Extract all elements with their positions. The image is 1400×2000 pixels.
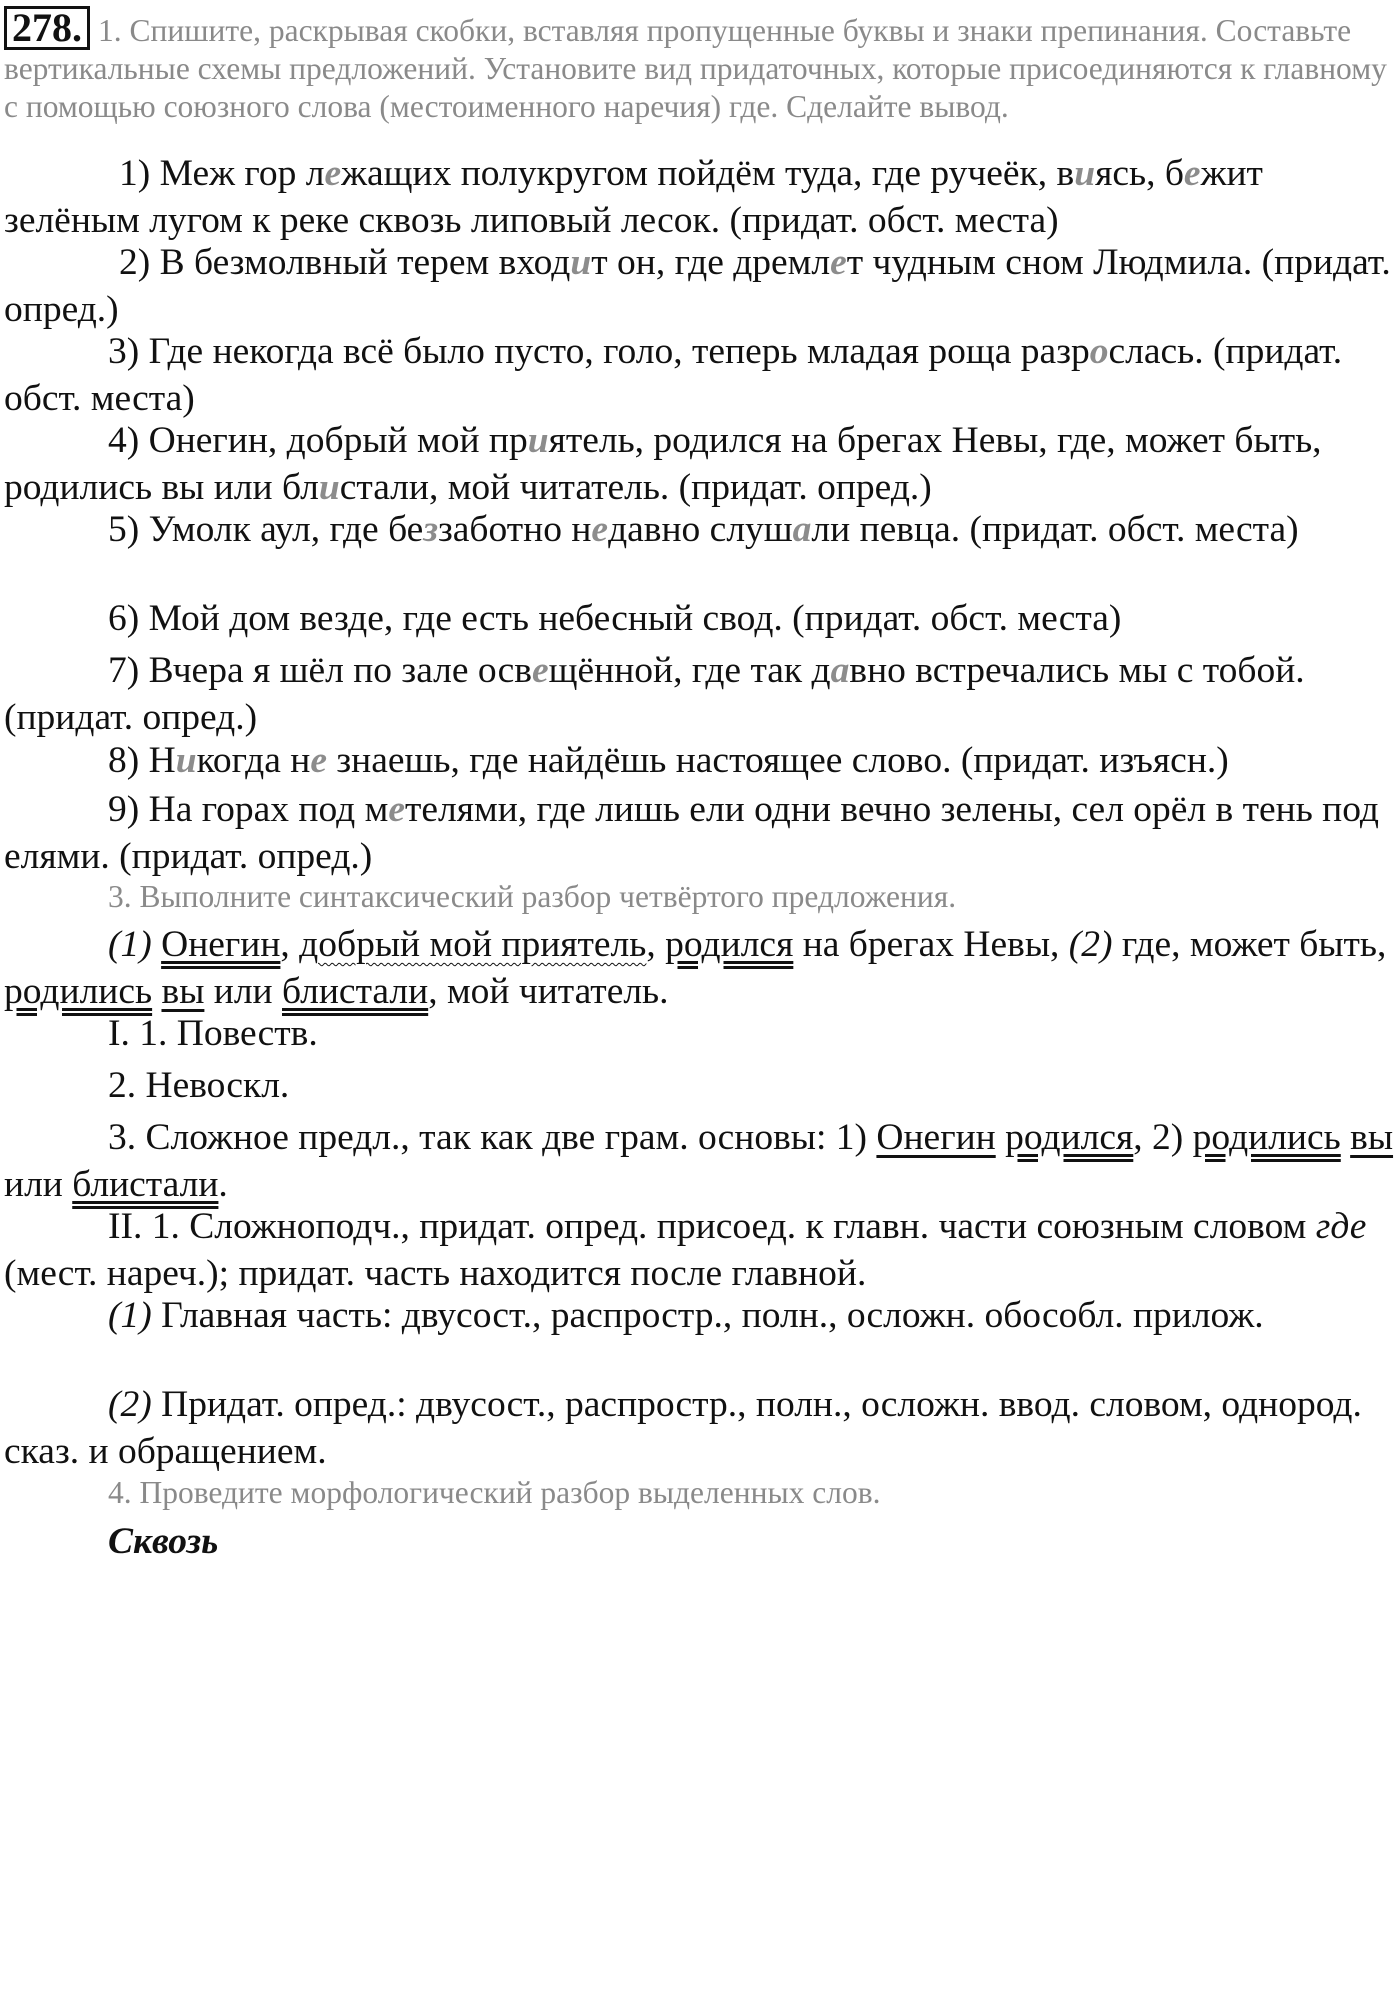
inserted-letter: е [830, 242, 847, 283]
inserted-letter: е [324, 153, 342, 194]
inserted-letter: и [1074, 153, 1096, 194]
sentence-8: 8) Никогда не знаешь, где найдёшь настоящее слово. (придат. изъясн.) [108, 740, 1229, 781]
sentence-1: 1) Меж гор лежащих полукругом пойдём туда, где ручеёк, виясь, бежит зелёным лугом к реке сквозь липовый лесок. (придат. обст. места) [4, 153, 1263, 241]
exercise-number: 278. [4, 6, 90, 50]
analysis-3: 3. Сложное предл., так как две грам. основы: 1) Онегин родился, 2) родились вы или блистали. [4, 1117, 1394, 1205]
predicate: блистали [282, 971, 429, 1012]
predicate: родился [665, 924, 794, 965]
inserted-letter: а [830, 650, 850, 691]
inserted-letter: и [527, 420, 549, 461]
inserted-letter: и [570, 242, 592, 283]
inserted-letter: е [310, 740, 327, 781]
analysis-2: 2. Невоскл. [108, 1065, 290, 1106]
inserted-letter: и [175, 740, 197, 781]
conjunctive-word: где [1315, 1206, 1367, 1247]
sentence-3: 3) Где некогда всё было пусто, голо, теперь младая роща разрослась. (придат. обст. места) [4, 331, 1343, 419]
morph-word: Сквозь [108, 1521, 219, 1562]
inserted-letter: з [423, 509, 438, 550]
inserted-letter: е [388, 789, 406, 830]
inserted-letter: о [1089, 331, 1109, 372]
predicate: родились [1192, 1117, 1341, 1158]
predicate: родились [4, 971, 153, 1012]
sentence-7: 7) Вчера я шёл по зале освещённой, где так давно встречались мы с тобой. (придат. опред.) [4, 650, 1305, 738]
subject: Онегин [161, 924, 281, 965]
sentence-5: 5) Умолк аул, где беззаботно недавно слушали певца. (придат. обст. места) [108, 509, 1299, 550]
clause-marker: (1) [108, 1295, 152, 1336]
subject: вы [1350, 1117, 1394, 1158]
sentence-9: 9) На горах под метелями, где лишь ели одни вечно зелены, сел орёл в тень под елями. (придат. опред.) [4, 789, 1379, 877]
sentence-4: 4) Онегин, добрый мой приятель, родился на брегах Невы, где, может быть, родились вы или блистали, мой читатель. (придат. опред.) [4, 420, 1322, 508]
inserted-letter: е [531, 650, 549, 691]
morph-heading [4, 1518, 1396, 1565]
predicate: блистали [72, 1164, 219, 1205]
task-1 [4, 6, 1396, 126]
task-4: 4. Проведите морфологический разбор выделенных слов. [108, 1475, 881, 1510]
subject: Онегин [876, 1117, 996, 1158]
clause-marker: (2) [108, 1384, 152, 1425]
appositive: добрый мой приятель [299, 924, 647, 965]
predicate: родился [1005, 1117, 1134, 1158]
analysis-4: II. 1. Сложноподч., придат. опред. присоед. к главн. части союзным словом где (мест. нареч.); придат. часть находится после главной. [4, 1206, 1367, 1294]
syntax-parse-sentence: (1) Онегин, добрый мой приятель, родился на брегах Невы, (2) где, может быть, родились вы или блистали, мой читатель. [4, 924, 1387, 1012]
inserted-letter: и [318, 467, 340, 508]
analysis-5: (1) Главная часть: двусост., распростр., полн., осложн. обособл. прилож. [108, 1295, 1264, 1336]
analysis-6: (2) Придат. опред.: двусост., распростр., полн., осложн. ввод. словом, однород. сказ. и обращением. [4, 1384, 1362, 1472]
task-3: 3. Выполните синтаксический разбор четвёртого предложения. [108, 879, 957, 914]
inserted-letter: е [1183, 153, 1201, 194]
inserted-letter: е [591, 509, 609, 550]
task-1-text: 1. Спишите, раскрывая скобки, вставляя пропущенные буквы и знаки препинания. Составьте вертикальные схемы предложений. Установите вид придаточных, которые присоединяются к главному с помощью союзного слова (местоименного наречия) где. Сделайте вывод. [4, 13, 1387, 124]
clause-marker: (2) [1068, 924, 1113, 965]
subject: вы [161, 971, 205, 1012]
inserted-letter: а [792, 509, 812, 550]
sentence-6: 6) Мой дом везде, где есть небесный свод. (придат. обст. места) [108, 598, 1122, 639]
clause-marker: (1) [108, 924, 152, 965]
analysis-1: I. 1. Повеств. [108, 1013, 318, 1054]
sentence-2: 2) В безмолвный терем входит он, где дремлет чудным сном Людмила. (придат. опред.) [4, 242, 1391, 330]
